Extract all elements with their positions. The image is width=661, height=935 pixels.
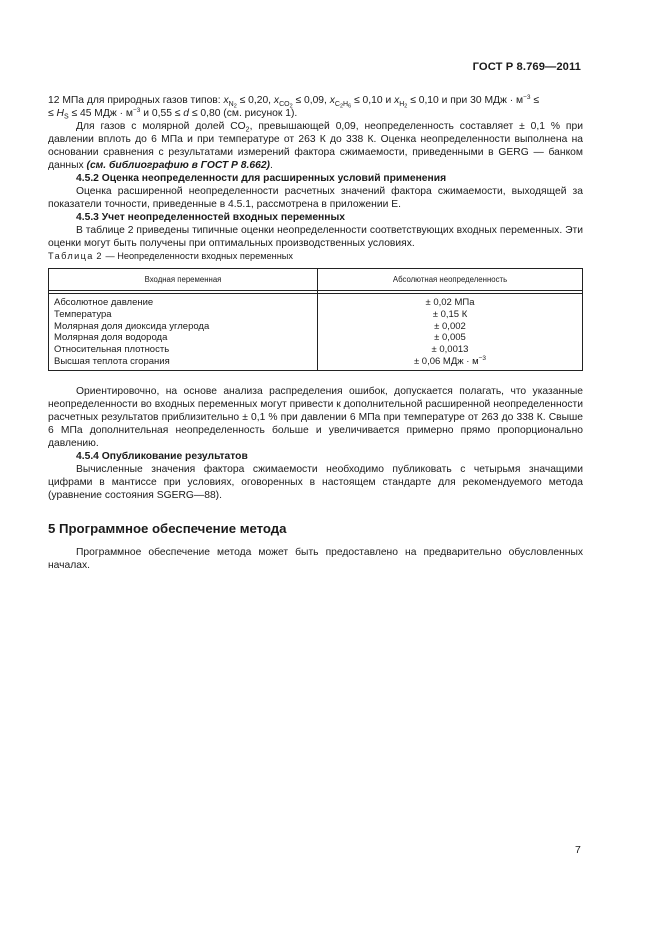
co2-paragraph xyxy=(48,120,583,172)
var-x: x xyxy=(394,95,400,106)
var-x: x xyxy=(329,95,335,106)
caption-word: Таблица xyxy=(48,251,94,261)
table-cell: Высшая теплота сгорания xyxy=(54,355,170,367)
sub-co: CO xyxy=(279,100,290,108)
input-variable-column xyxy=(49,294,318,371)
exponent: −3 xyxy=(523,94,531,101)
table-cell: Относительная плотность xyxy=(54,344,170,356)
intro-text: ≤ 0,09, xyxy=(292,95,330,106)
table-caption xyxy=(48,250,583,262)
intro-text: ≤ 0,10 и при 30 МДж · м xyxy=(407,95,524,106)
cell-value: ± 0,06 МДж · м xyxy=(413,355,479,367)
var-x: x xyxy=(273,95,280,106)
table-cell: Температура xyxy=(54,308,112,320)
table-cell xyxy=(318,356,582,368)
intro-text: ≤ 0,80 (см. рисунок 1). xyxy=(189,108,298,119)
table-cell: ± 0,002 xyxy=(434,320,466,332)
var-h: H xyxy=(56,108,64,119)
section-heading-5: 5 Программное обеспечение метода xyxy=(48,520,287,536)
sub-2: 2 xyxy=(233,103,237,109)
intro-text: ≤ 0,20, xyxy=(236,95,274,106)
intro-text: ≤ 0,10 и xyxy=(351,95,395,106)
sub-2: 2 xyxy=(404,103,408,109)
intro-text: 12 МПа для природных газов типов: xyxy=(48,95,224,106)
co2-text: Для газов с молярной долей CO xyxy=(76,121,246,132)
exponent: −3 xyxy=(132,107,141,114)
orientation-paragraph: Ориентировочно, на основе анализа распределения ошибок, допускается полагать, что указанные неопределенности во входных переменных могут привести к дополнительной расширенной неопределенности расчетных результатов приблизительно ± 0,1 % при давлении 6 МПа при температуре от 263 до 338 К. Свыше 6 МПа дополнительная неопределенность больше и увеличивается примерно прямо пропорционально давлению. xyxy=(48,385,583,449)
sub-2: 2 xyxy=(245,126,250,134)
intro-text: и 0,55 ≤ xyxy=(140,108,184,119)
table-cell: ± 0,02 МПа xyxy=(425,297,475,308)
table-cell: ± 0,15 К xyxy=(432,308,468,320)
caption-number: 2 xyxy=(96,251,103,261)
bibliography-reference: (см. библиографию в ГОСТ Р 8.662) xyxy=(86,160,270,171)
uncertainty-column xyxy=(318,294,583,371)
table-cell: Абсолютное давление xyxy=(54,297,154,308)
section-text-5: Программное обеспечение метода может быть предоставлено на предварительно обусловленных началах. xyxy=(48,546,583,571)
table-body-row xyxy=(49,294,583,371)
section-heading-4-5-4: 4.5.4 Опубликование результатов xyxy=(76,450,248,462)
section-heading-4-5-3: 4.5.3 Учет неопределенностей входных переменных xyxy=(76,212,346,223)
sub-n: N xyxy=(228,100,234,108)
table-cell: Молярная доля водорода xyxy=(54,332,168,344)
section-heading-4-5-2: 4.5.2 Оценка неопределенности для расширенных условий применения xyxy=(76,173,447,184)
exponent: −3 xyxy=(478,354,487,362)
uncertainty-table xyxy=(48,268,583,371)
table-header-row xyxy=(49,269,583,291)
table-cell: Молярная доля диоксида углерода xyxy=(54,320,210,332)
section-text-4-5-3: В таблице 2 приведены типичные оценки неопределенности соответствующих входных переменных. Эти оценки могут быть получены при оптимальных производственных условиях. xyxy=(48,225,583,249)
document-header: ГОСТ Р 8.769—2011 xyxy=(472,61,581,73)
section-text-4-5-2: Оценка расширенной неопределенности расчетных значений фактора сжимаемости, выходящей за показатели точности, приведенные в 4.5.1, рассмотрена в приложении Е. xyxy=(48,186,583,210)
intro-text: ≤ xyxy=(530,95,540,106)
column-header-input-variable: Входная переменная xyxy=(49,269,318,291)
column-header-absolute-uncertainty: Абсолютная неопределенность xyxy=(318,269,583,291)
intro-text: ≤ xyxy=(48,108,57,119)
sub-2: 2 xyxy=(289,103,293,109)
sub-s: S xyxy=(63,113,69,121)
page-number: 7 xyxy=(575,844,581,856)
section-text-4-5-4: Вычисленные значения фактора сжимаемости необходимо публиковать с четырьмя значащими цифрами в мантиссе при условиях, оговоренных в настоящем стандарте для рекомендуемого метода (уравнение состояния SGERG—88). xyxy=(48,463,583,501)
sub-h: H xyxy=(343,100,349,108)
var-d: d xyxy=(183,108,190,119)
table-cell: ± 0,005 xyxy=(434,332,466,344)
co2-text: . xyxy=(270,160,273,171)
sub-h: H xyxy=(399,100,405,108)
co2-text: , превышающей 0,09, неопределенность составляет ± 0,1 % при давлении вплоть до 6 МПа и при температуре от 263 К до 338 К. Оценка неопределенности выполнена на основании сравнения с результатами измерений фактора сжимаемости, приведенными в GERG — банком данных xyxy=(48,121,583,171)
sub-c: C xyxy=(334,100,340,108)
sub-6: 6 xyxy=(348,103,352,109)
intro-text: ≤ 45 МДж · м xyxy=(68,108,133,119)
page-content xyxy=(48,94,583,572)
caption-text: — Неопределенности входных переменных xyxy=(102,251,293,261)
table-cell: ± 0,0013 xyxy=(431,344,469,356)
intro-paragraph xyxy=(48,94,583,120)
sub-2: 2 xyxy=(339,103,344,109)
var-x: x xyxy=(223,95,229,106)
